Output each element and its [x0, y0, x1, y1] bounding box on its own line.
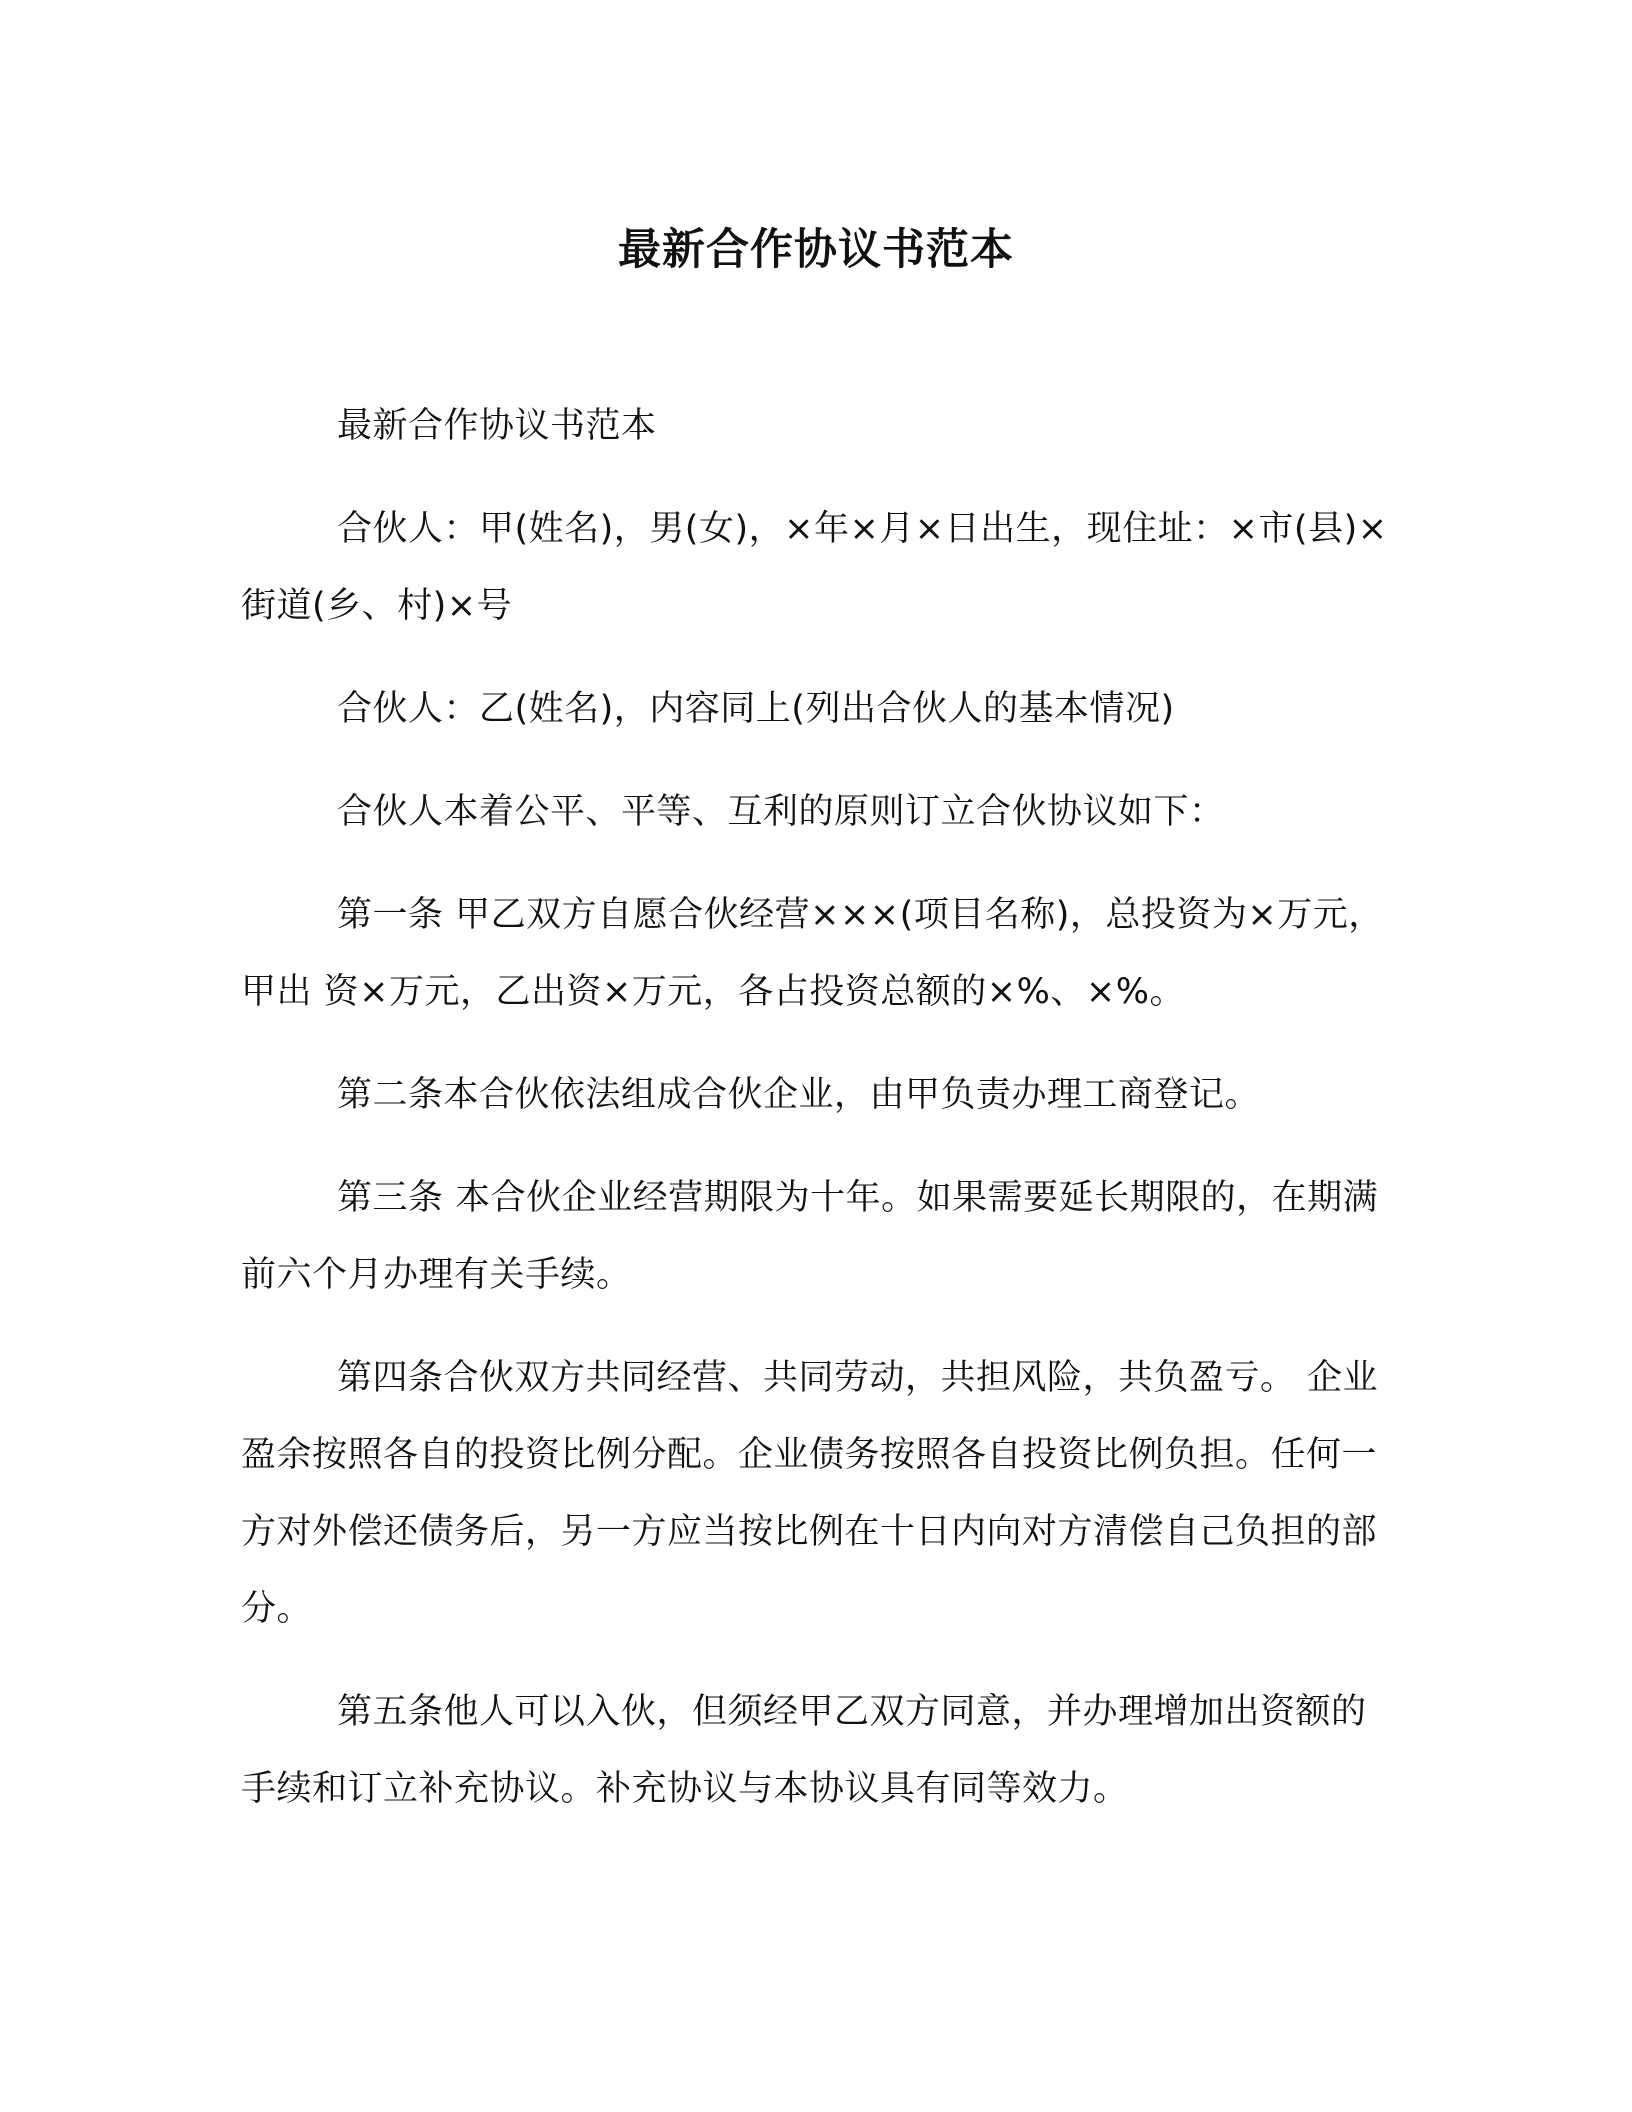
paragraph-article-4: 第四条合伙双方共同经营、共同劳动，共担风险，共负盈亏。 企业盈余按照各自的投资比例分配。企业债务按照各自投资比例负担。任何一方对外偿还债务后，另一方应当按比例在十日内向对方清偿自己负担的部分。	[241, 1358, 1379, 1629]
paragraph-article-3: 第三条 本合伙企业经营期限为十年。如果需要延长期限的，在期满前六个月办理有关手续。	[241, 1178, 1379, 1295]
paragraph-preamble: 合伙人本着公平、平等、互利的原则订立合伙协议如下：	[337, 792, 1225, 832]
document-title: 最新合作协议书范本	[618, 225, 1014, 275]
paragraph-partner-a: 合伙人：甲(姓名)，男(女)，×年×月×日出生，现住址：×市(县)× 街道(乡、村)×号	[241, 509, 1388, 626]
paragraph-subtitle: 最新合作协议书范本	[337, 406, 657, 446]
paragraph-article-5: 第五条他人可以入伙，但须经甲乙双方同意，并办理增加出资额的手续和订立补充协议。补充协议与本协议具有同等效力。	[241, 1692, 1367, 1809]
paragraph-article-2: 第二条本合伙依法组成合伙企业，由甲负责办理工商登记。	[337, 1075, 1261, 1115]
document-body	[241, 388, 1391, 1854]
paragraph-article-1: 第一条 甲乙双方自愿合伙经营×××(项目名称)，总投资为×万元，甲出 资×万元，乙出资×万元，各占投资总额的×%、×%。	[241, 895, 1384, 1012]
paragraph-partner-b: 合伙人：乙(姓名)，内容同上(列出合伙人的基本情况)	[337, 689, 1175, 729]
